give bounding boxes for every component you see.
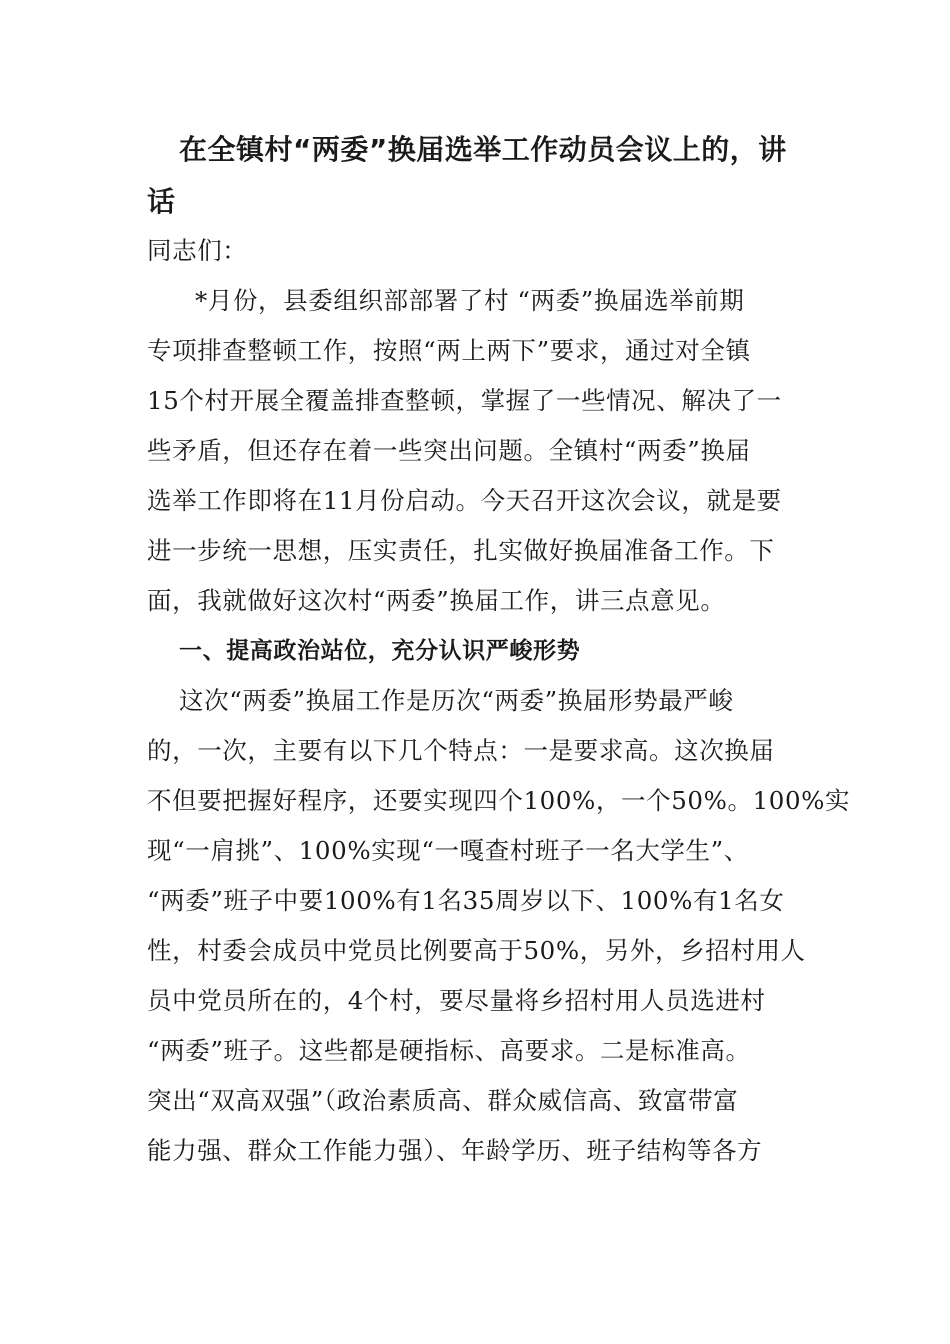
paragraph-line: 进一步统一思想，压实责任，扎实做好换届准备工作。下 xyxy=(147,536,775,565)
paragraph-line: 能力强、群众工作能力强）、年龄学历、班子结构等各方 xyxy=(147,1136,763,1165)
paragraph-line: 选举工作即将在11月份启动。今天召开这次会议，就是要 xyxy=(147,486,782,515)
paragraph-line: 不但要把握好程序，还要实现四个100%，一个50%。100%实 xyxy=(147,786,851,815)
document-body xyxy=(147,226,851,1176)
paragraph-line: 这次“两委”换届工作是历次“两委”换届形势最严峻 xyxy=(179,686,734,715)
paragraph-line: 15个村开展全覆盖排查整顿，掌握了一些情况、解决了一 xyxy=(147,386,782,415)
paragraph-line: “两委”班子。这些都是硬指标、高要求。二是标准高。 xyxy=(147,1036,751,1065)
paragraph-line: 员中党员所在的，4个村，要尽量将乡招村用人员选进村 xyxy=(147,986,766,1015)
paragraph-line: 突出“双高双强”（政治素质高、群众威信高、致富带富 xyxy=(147,1086,739,1115)
paragraph-line: 专项排查整顿工作，按照“两上两下”要求，通过对全镇 xyxy=(147,336,751,365)
salutation: 同志们： xyxy=(147,236,248,265)
paragraph-line: 现“一肩挑”、100%实现“一嘎查村班子一名大学生”、 xyxy=(147,836,749,865)
section-heading: 一、提高政治站位，充分认识严峻形势 xyxy=(179,638,581,664)
paragraph-line: 性，村委会成员中党员比例要高于50%，另外，乡招村用人 xyxy=(147,936,806,965)
document-title: 在全镇村“两委”换届选举工作动员会议上的，讲话 xyxy=(147,133,787,218)
paragraph-line: 些矛盾，但还存在着一些突出问题。全镇村“两委”换届 xyxy=(147,436,751,465)
paragraph-line: 的，一次，主要有以下几个特点：一是要求高。这次换届 xyxy=(147,736,775,765)
paragraph-line: 面，我就做好这次村“两委”换届工作，讲三点意见。 xyxy=(147,586,726,615)
paragraph-line: *月份，县委组织部部署了村 “两委”换届选举前期 xyxy=(195,286,745,315)
paragraph-line: “两委”班子中要100%有1名35周岁以下、100%有1名女 xyxy=(147,886,785,915)
